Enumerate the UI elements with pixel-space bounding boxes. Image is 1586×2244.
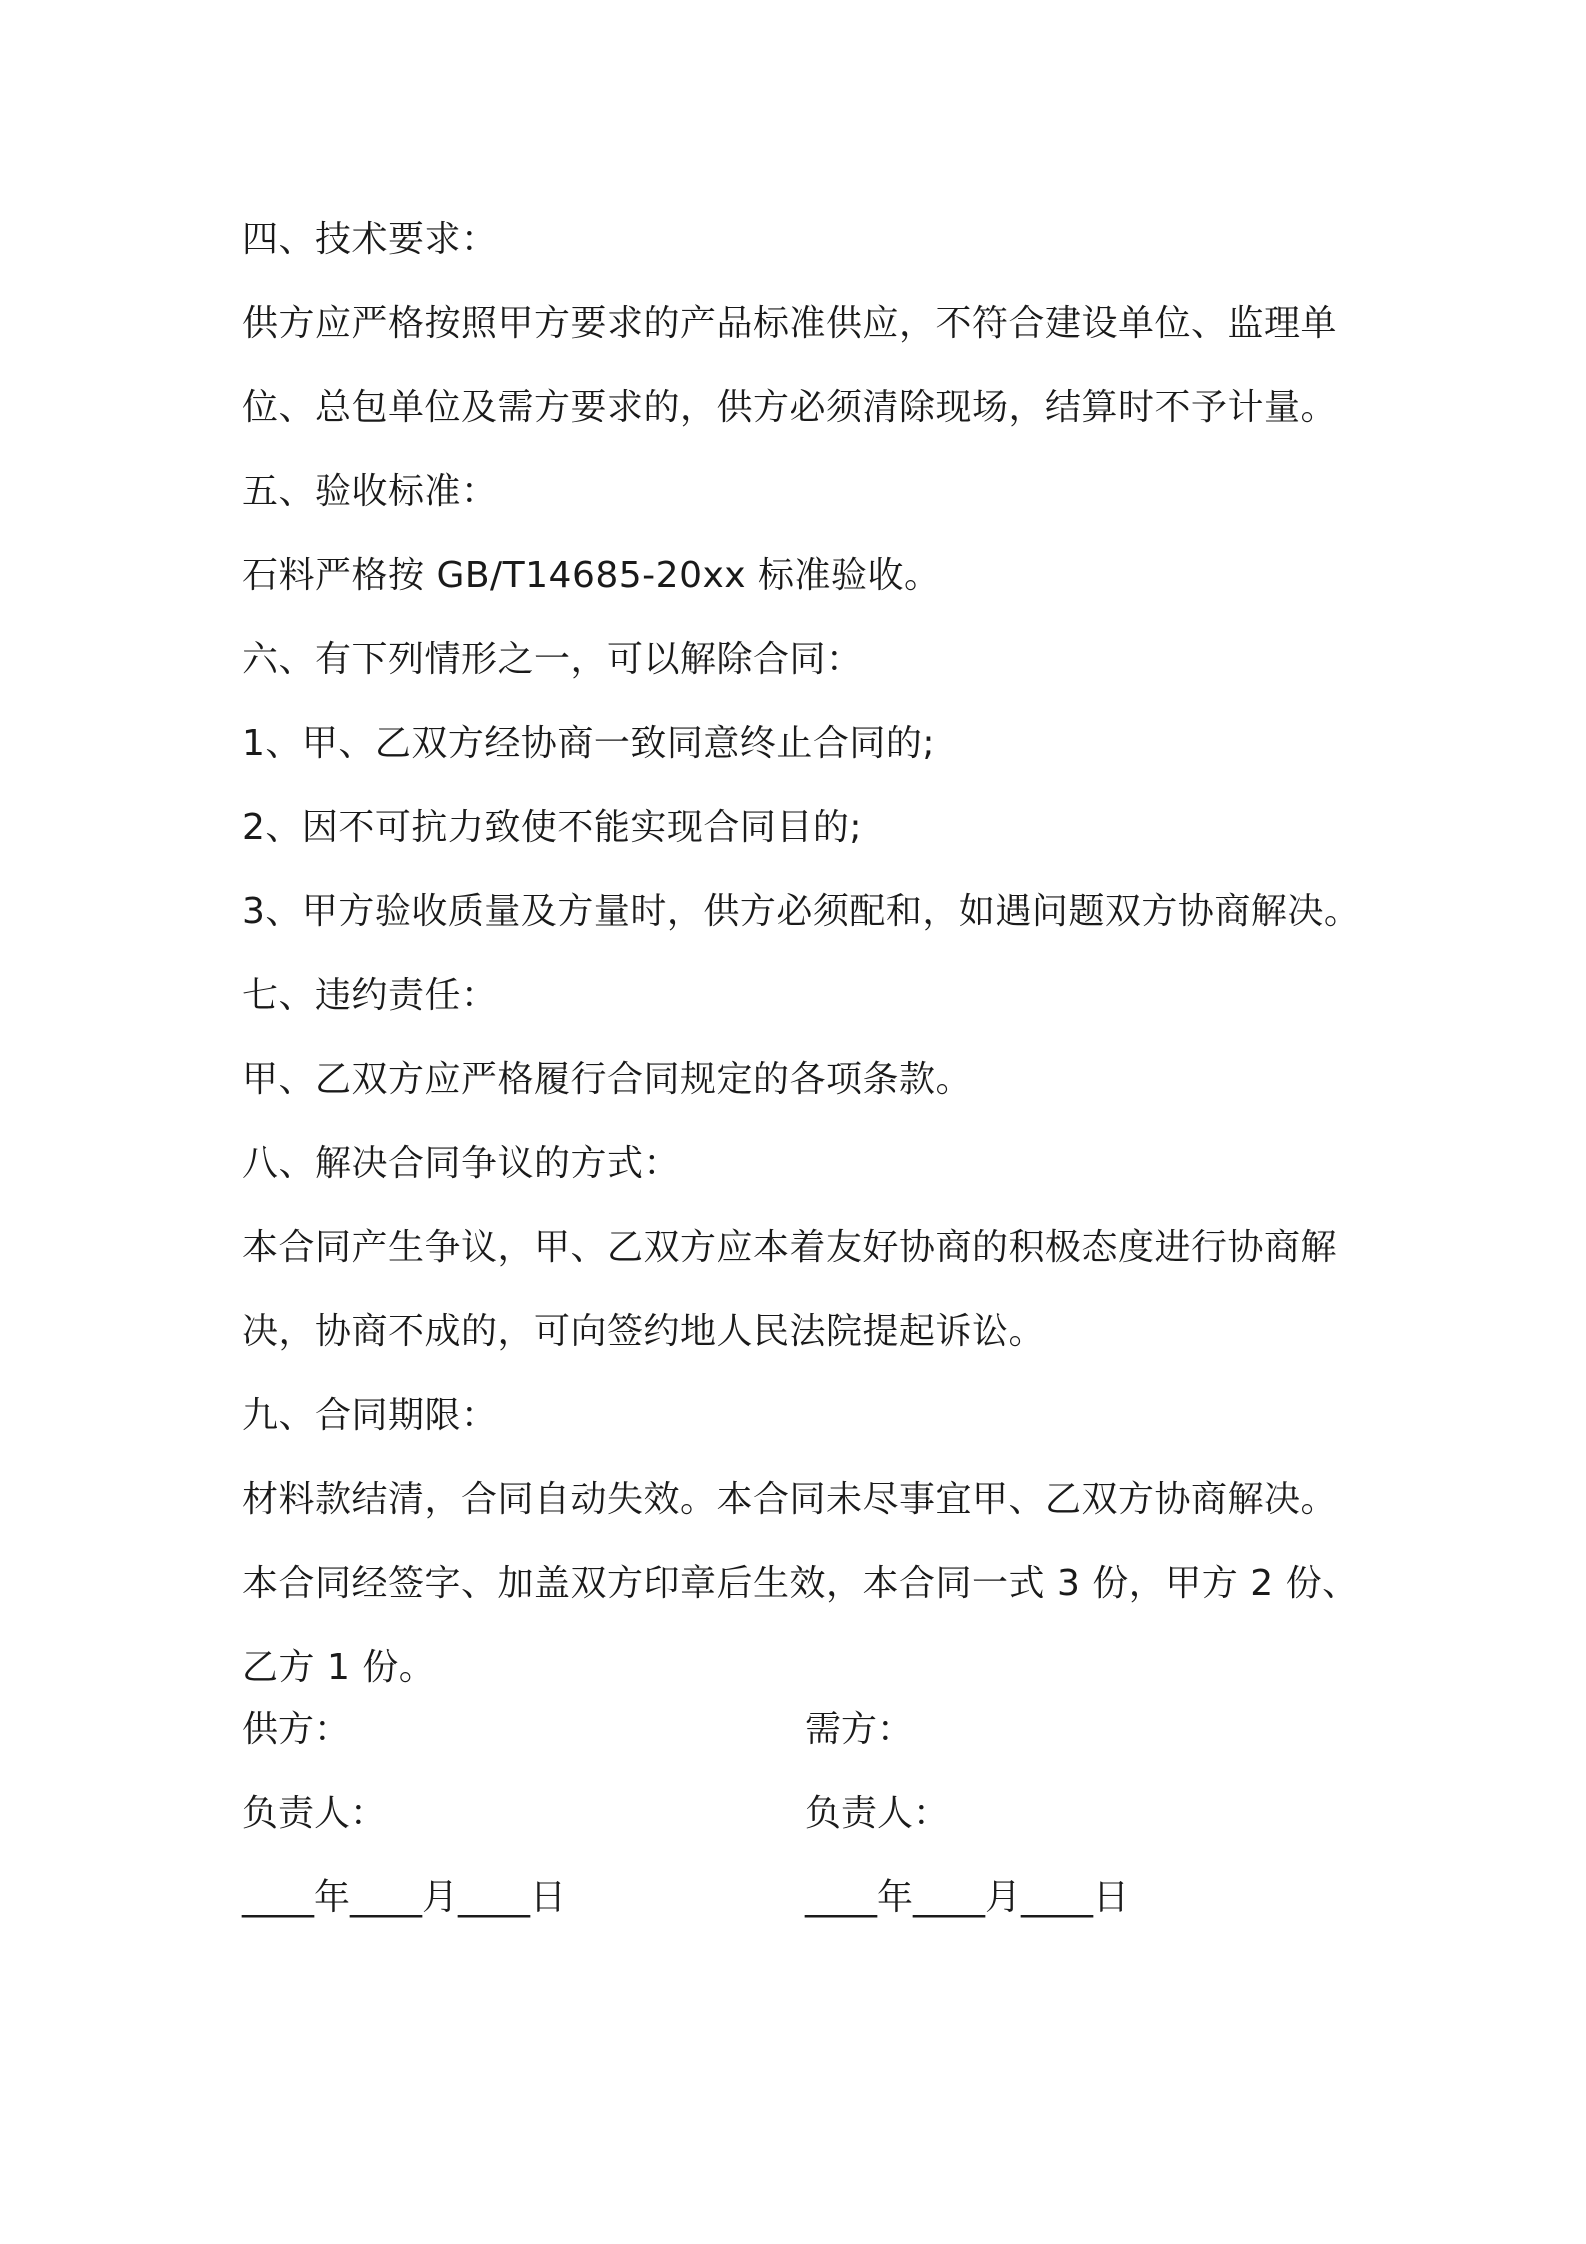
buyer-date-field: ____年____月____日 xyxy=(805,1877,1130,1918)
signature-block xyxy=(242,1688,1392,1940)
section-heading-contract-term: 九、合同期限： xyxy=(242,1395,498,1436)
paragraph-line: 决，协商不成的，可向签约地人民法院提起诉讼。 xyxy=(242,1311,1046,1352)
supplier-date-field: ____年____月____日 xyxy=(242,1877,567,1918)
paragraph-line: 材料款结清，合同自动失效。本合同未尽事宜甲、乙双方协商解决。 xyxy=(242,1479,1338,1520)
supplier-label: 供方： xyxy=(242,1709,351,1750)
section-heading-liability: 七、违约责任： xyxy=(242,975,498,1016)
list-item: 3、甲方验收质量及方量时，供方必须配和，如遇问题双方协商解决。 xyxy=(242,891,1361,932)
paragraph-line: 本合同产生争议，甲、乙双方应本着友好协商的积极态度进行协商解 xyxy=(242,1227,1338,1268)
paragraph-line: 供方应严格按照甲方要求的产品标准供应，不符合建设单位、监理单 xyxy=(242,303,1338,344)
paragraph-line: 石料严格按 GB/T14685-20xx 标准验收。 xyxy=(242,555,941,596)
paragraph-line: 甲、乙双方应严格履行合同规定的各项条款。 xyxy=(242,1059,973,1100)
signature-date-row xyxy=(242,1856,1392,1940)
buyer-person-label: 负责人： xyxy=(805,1793,950,1834)
section-heading-acceptance-standard: 五、验收标准： xyxy=(242,471,498,512)
buyer-label: 需方： xyxy=(805,1709,914,1750)
section-heading-dispute-resolution: 八、解决合同争议的方式： xyxy=(242,1143,681,1184)
paragraph-line: 本合同经签字、加盖双方印章后生效，本合同一式 3 份，甲方 2 份、 xyxy=(242,1563,1359,1604)
list-item: 1、甲、乙双方经协商一致同意终止合同的; xyxy=(242,723,936,764)
paragraph-line: 乙方 1 份。 xyxy=(242,1647,436,1688)
section-heading-termination: 六、有下列情形之一，可以解除合同： xyxy=(242,639,863,680)
list-item: 2、因不可抗力致使不能实现合同目的; xyxy=(242,807,863,848)
supplier-person-label: 负责人： xyxy=(242,1793,387,1834)
signature-party-row xyxy=(242,1688,1392,1772)
signature-person-row xyxy=(242,1772,1392,1856)
contract-body xyxy=(242,198,1392,1710)
paragraph-line: 位、总包单位及需方要求的，供方必须清除现场，结算时不予计量。 xyxy=(242,387,1338,428)
section-heading-technical-requirements: 四、技术要求： xyxy=(242,219,498,260)
